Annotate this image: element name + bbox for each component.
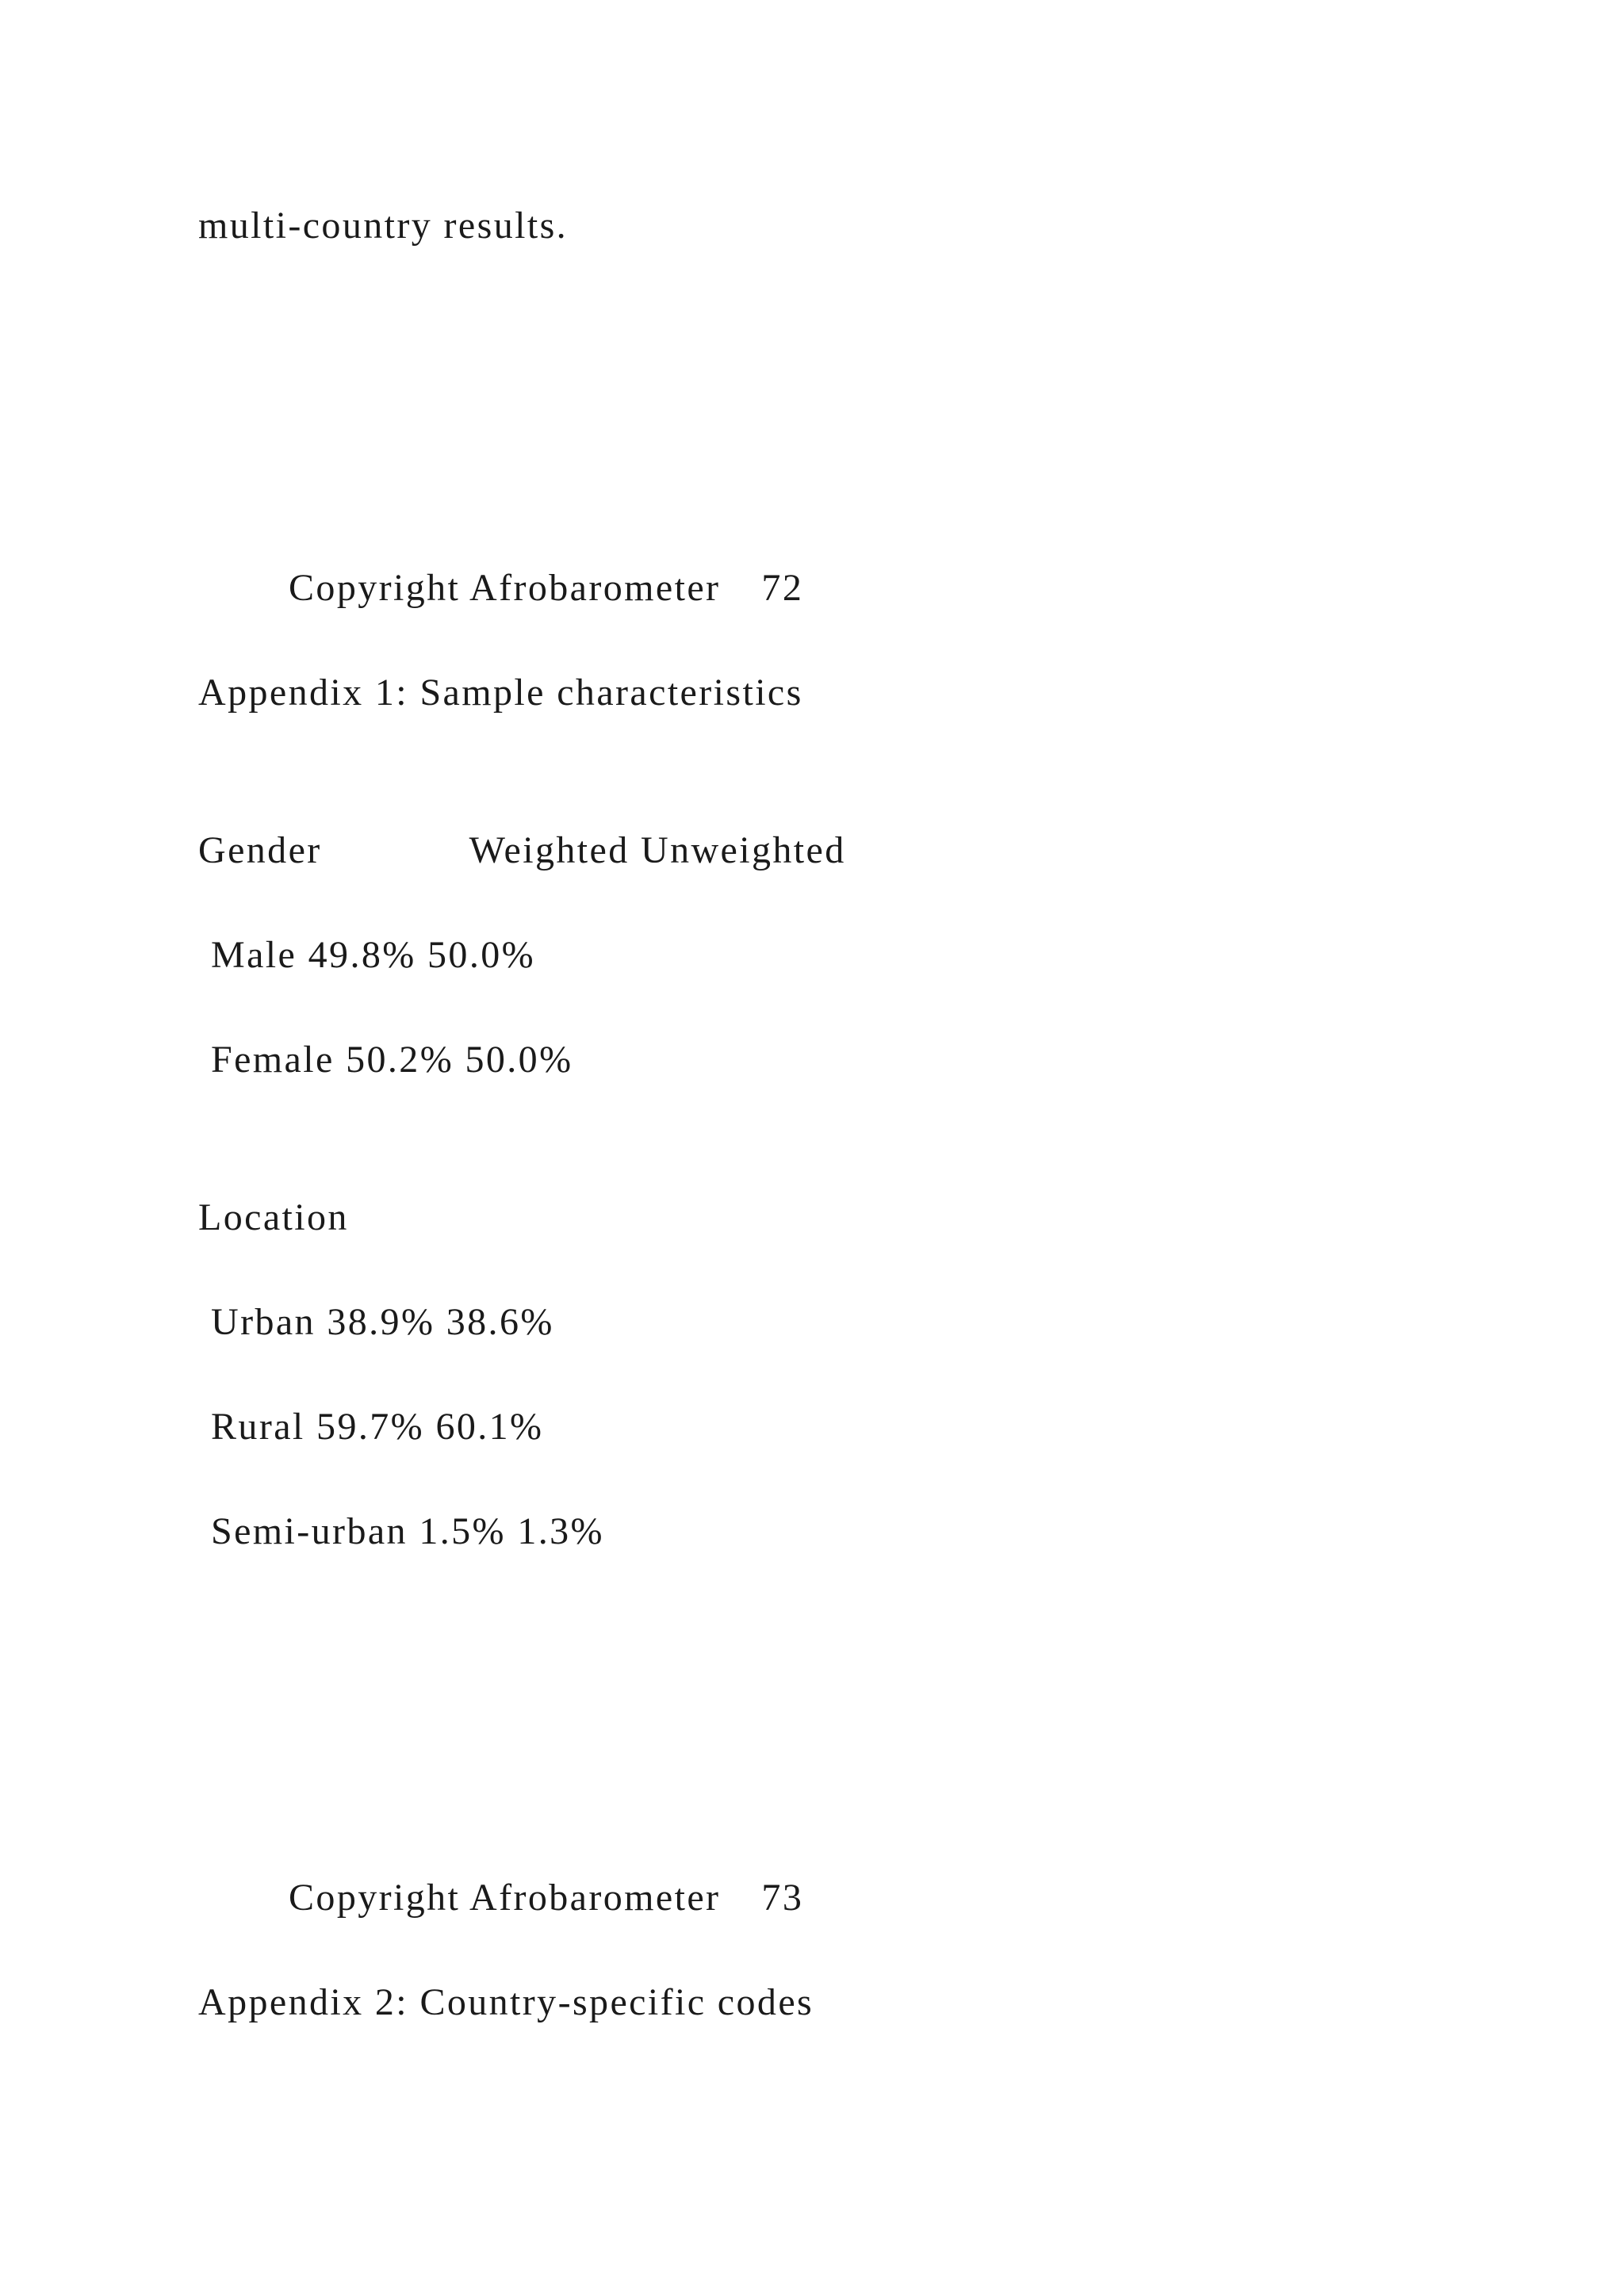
page-number: 73	[761, 1877, 804, 1919]
weighted-column-header: Weighted	[469, 829, 630, 871]
row-label: Semi-urban	[211, 1510, 408, 1552]
footer-text: Copyright Afrobarometer	[289, 567, 721, 609]
page-footer-72	[289, 564, 803, 612]
weighted-value: 1.5%	[419, 1510, 506, 1552]
appendix-2-heading: Appendix 2: Country-specific codes	[198, 1981, 814, 2023]
weighted-value: 38.9%	[327, 1301, 435, 1343]
appendix-1-heading: Appendix 1: Sample characteristics	[198, 672, 803, 714]
location-label: Location	[198, 1196, 349, 1238]
table-row	[211, 1036, 573, 1084]
table-row	[211, 1299, 554, 1346]
unweighted-value: 50.0%	[427, 934, 536, 976]
weighted-value: 59.7%	[316, 1406, 425, 1448]
table-row	[211, 932, 535, 979]
table-row	[211, 1403, 543, 1451]
gender-label: Gender	[198, 829, 322, 871]
row-label: Urban	[211, 1301, 316, 1343]
weighted-value: 50.2%	[346, 1039, 454, 1081]
unweighted-value: 1.3%	[517, 1510, 604, 1552]
unweighted-column-header: Unweighted	[641, 829, 846, 871]
page-footer-73	[289, 1874, 803, 1922]
gender-header-row	[198, 827, 846, 874]
row-label: Female	[211, 1039, 335, 1081]
page-number: 72	[761, 567, 804, 609]
table-row	[211, 1508, 604, 1556]
unweighted-value: 38.6%	[446, 1301, 554, 1343]
weighted-value: 49.8%	[308, 934, 416, 976]
row-label: Rural	[211, 1406, 305, 1448]
unweighted-value: 60.1%	[435, 1406, 544, 1448]
continuation-text: multi-country results.	[198, 205, 569, 247]
row-label: Male	[211, 934, 297, 976]
footer-text: Copyright Afrobarometer	[289, 1877, 721, 1919]
unweighted-value: 50.0%	[465, 1039, 573, 1081]
